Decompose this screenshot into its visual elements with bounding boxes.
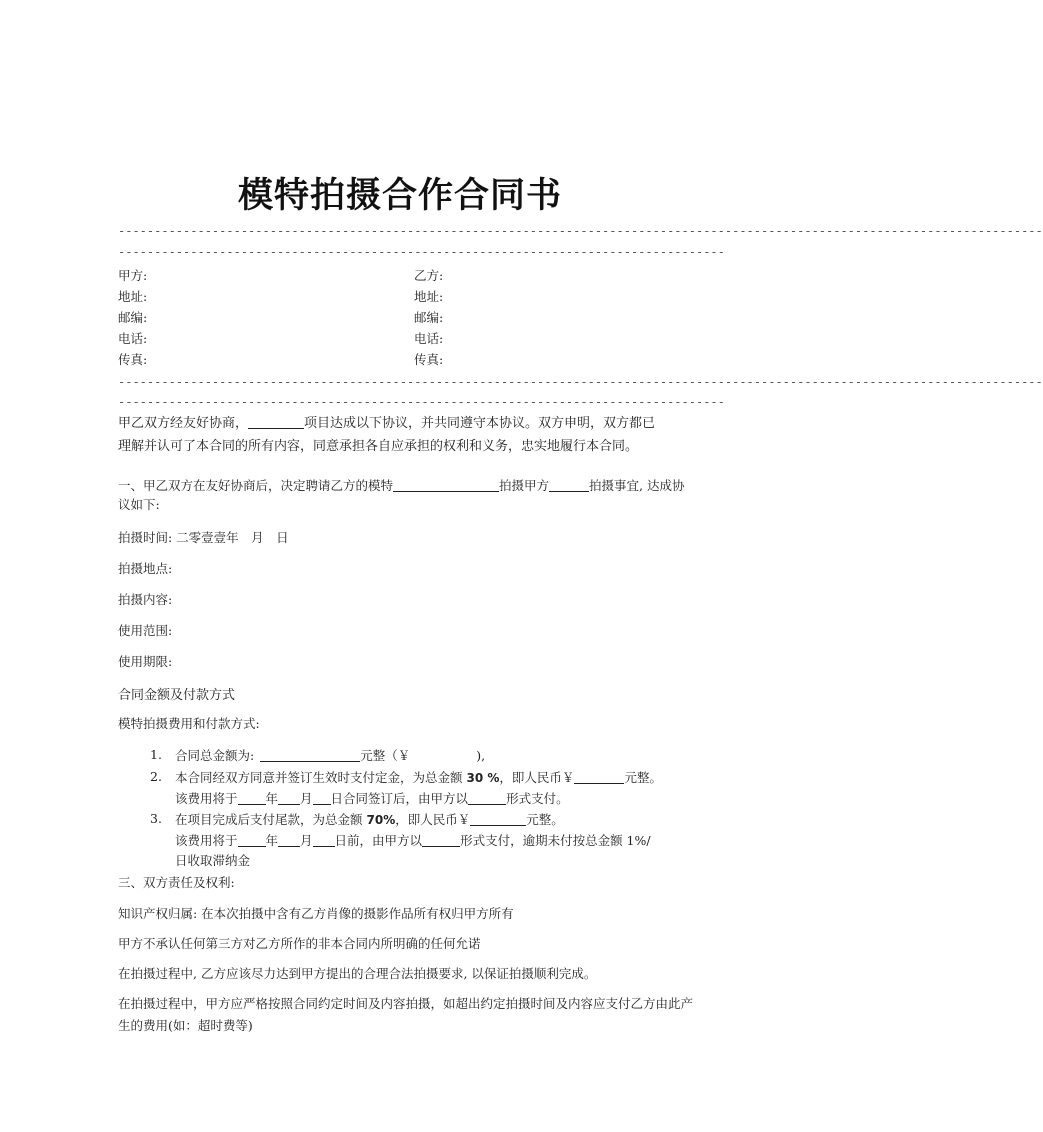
section1-text: 一、甲乙双方在友好协商后，决定聘请乙方的模特 — [118, 478, 394, 493]
deposit-amount-blank — [574, 769, 624, 784]
section3-clause-ip: 知识产权归属: 在本次拍摄中含有乙方肖像的摄影作品所有权归甲方所有 — [118, 906, 514, 921]
item-text: 月 — [300, 833, 313, 848]
deposit-percent: 30 % — [466, 771, 500, 785]
party-b-fax-label: 传真: — [414, 352, 444, 367]
item-text: 合同总金额为: — [175, 748, 255, 763]
item-number: 3. — [150, 811, 162, 826]
item-text: 形式支付。 — [506, 791, 569, 806]
payment-item-2 — [175, 769, 662, 786]
item-text: ，即人民币 — [499, 770, 562, 785]
party-a-postcode-label: 邮编: — [118, 310, 148, 325]
payment-form-blank — [468, 790, 506, 805]
day-blank — [313, 790, 331, 805]
item-text: 月 — [300, 791, 313, 806]
contract-title: 模特拍摄合作合同书 — [237, 175, 562, 216]
party-b-postcode-label: 邮编: — [414, 310, 444, 325]
shoot-subject-blank — [549, 477, 589, 492]
item-text: 日前，由甲方以 — [334, 833, 423, 848]
item-text: 元整。 — [624, 770, 662, 785]
yen-symbol: ￥ — [457, 812, 471, 827]
item-text: 年 — [265, 833, 279, 848]
payment-item-1 — [175, 747, 485, 764]
intro-line-1 — [118, 412, 655, 431]
section3-clause-client-duty-2: 生的费用(如：超时费等) — [118, 1018, 253, 1033]
section1-line-2: 议如下: — [118, 497, 160, 512]
month-blank — [278, 790, 300, 805]
section3-clause-model-duty: 在拍摄过程中, 乙方应该尽力达到甲方提出的合理合法拍摄要求, 以保证拍摄顺利完成。 — [118, 966, 597, 981]
item-text: ), — [476, 748, 486, 763]
item-text: 日合同签订后，由甲方以 — [330, 791, 469, 806]
shoot-content-field: 拍摄内容: — [118, 592, 173, 607]
usage-scope-field: 使用范围: — [118, 623, 173, 638]
item-number: 1. — [150, 747, 162, 762]
section3-title: 三、双方责任及权利: — [118, 875, 235, 890]
divider-line: -------------------------------------------------------------------------------------------------------------------------------- — [118, 375, 1043, 389]
item-text: 该费用将于 — [175, 833, 238, 848]
party-b-phone-label: 电话: — [414, 331, 444, 346]
intro-line-2: 理解并认可了本合同的所有内容，同意承担各自应承担的权利和义务，忠实地履行本合同。 — [118, 439, 639, 454]
total-amount-blank — [260, 747, 360, 762]
final-amount-blank — [470, 811, 526, 826]
section2-subtitle: 模特拍摄费用和付款方式: — [118, 716, 260, 731]
year-blank — [238, 790, 266, 805]
model-name-blank — [393, 477, 499, 492]
payment-form-blank — [422, 832, 460, 847]
final-percent: 70% — [366, 813, 396, 827]
section2-title: 合同金额及付款方式 — [118, 688, 236, 703]
yen-symbol: ￥ — [561, 770, 575, 785]
shoot-place-field: 拍摄地点: — [118, 561, 173, 576]
project-name-blank — [248, 414, 304, 429]
intro-text: 甲乙双方经友好协商， — [118, 416, 249, 431]
party-b-name-label: 乙方: — [414, 268, 444, 283]
section1-line-1 — [118, 477, 684, 494]
shoot-time-field: 拍摄时间: 二零壹壹年 月 日 — [118, 530, 289, 545]
section1-text: 拍摄甲方 — [499, 478, 550, 493]
payment-item-3-date — [175, 832, 651, 849]
item-number: 2. — [150, 769, 162, 784]
intro-text: 项目达成以下协议，并共同遵守本协议。双方申明，双方都已 — [304, 416, 656, 431]
party-b-address-label: 地址: — [414, 289, 444, 304]
item-text: 元整。 — [526, 812, 564, 827]
item-text: 该费用将于 — [175, 791, 238, 806]
day-blank — [313, 832, 335, 847]
item-text: 元整（￥ — [360, 748, 411, 763]
section3-clause-promise: 甲方不承认任何第三方对乙方所作的非本合同内所明确的任何允诺 — [118, 936, 481, 951]
usage-period-field: 使用期限: — [118, 654, 173, 669]
party-a-name-label: 甲方: — [118, 268, 148, 283]
item-text: ，即人民币 — [395, 812, 458, 827]
payment-item-2-date — [175, 790, 569, 807]
item-text: 在项目完成后支付尾款，为总金额 — [175, 812, 363, 827]
divider-line: ------------------------------------------------------------------------------------ — [118, 245, 725, 259]
party-a-fax-label: 传真: — [118, 352, 148, 367]
item-text: 本合同经双方同意并签订生效时支付定金，为总金额 — [175, 770, 463, 785]
late-fee-text: 日收取滞纳金 — [175, 853, 251, 868]
year-blank — [238, 832, 266, 847]
section1-text: 拍摄事宜, 达成协 — [589, 478, 685, 493]
party-a-address-label: 地址: — [118, 289, 148, 304]
month-blank — [278, 832, 300, 847]
section3-clause-client-duty-1: 在拍摄过程中，甲方应严格按照合同约定时间及内容拍摄，如超出约定拍摄时间及内容应支付乙方由此产 — [118, 996, 694, 1011]
divider-line: -------------------------------------------------------------------------------------------------------------------------------- — [118, 224, 1043, 238]
divider-line: ------------------------------------------------------------------------------------ — [118, 395, 725, 409]
item-text: 形式支付，逾期未付按总金额 1%/ — [460, 833, 651, 848]
party-a-phone-label: 电话: — [118, 331, 148, 346]
payment-item-3 — [175, 811, 564, 828]
item-text: 年 — [265, 791, 279, 806]
